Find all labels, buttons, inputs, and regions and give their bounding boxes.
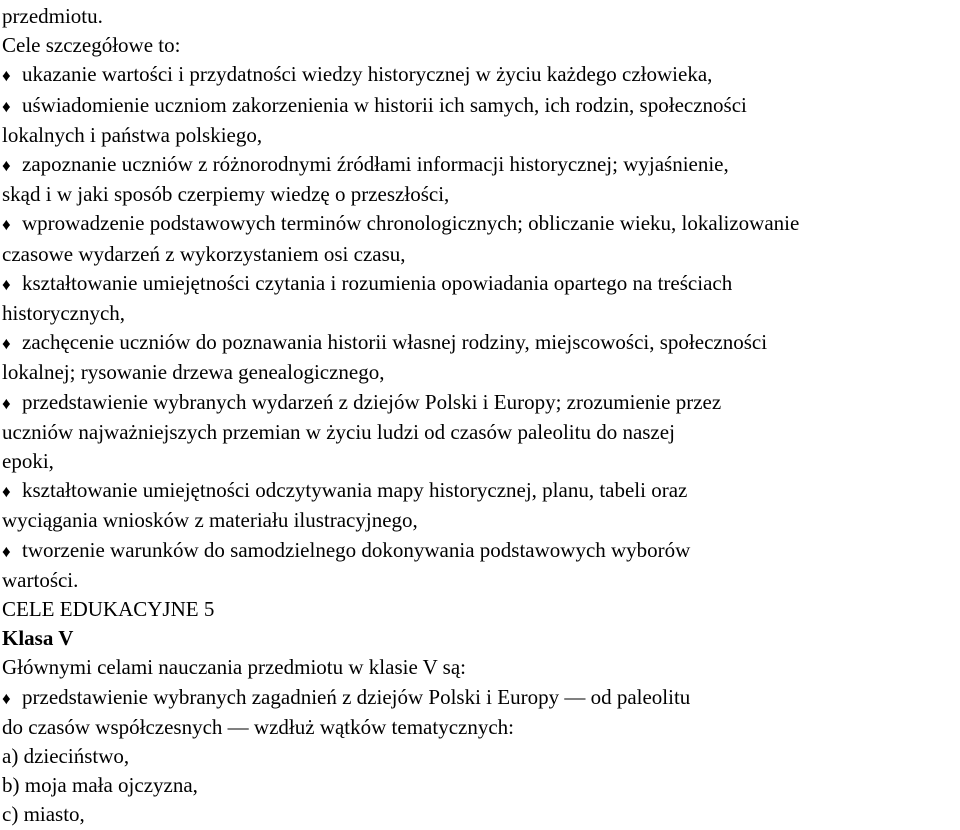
- line-text: czasowe wydarzeń z wykorzystaniem osi czasu,: [2, 241, 406, 266]
- line-text: epoki,: [2, 449, 54, 474]
- text-line: [2, 713, 960, 742]
- bullet-list-item: [2, 150, 960, 180]
- text-line: [2, 742, 960, 771]
- bullet-list-item: [2, 209, 960, 239]
- diamond-bullet-icon: ♦: [2, 688, 11, 708]
- text-line: [2, 31, 960, 60]
- bullet-list-item: [2, 683, 960, 713]
- diamond-bullet-icon: ♦: [2, 274, 11, 294]
- line-text: lokalnych i państwa polskiego,: [2, 122, 263, 147]
- line-text: Klasa V: [2, 626, 74, 651]
- diamond-bullet-icon: ♦: [2, 541, 11, 561]
- line-text: do czasów współczesnych — wzdłuż wątków tematycznych:: [2, 714, 514, 739]
- bullet-list-item: [2, 388, 960, 418]
- text-line: [2, 240, 960, 269]
- line-text: wartości.: [2, 567, 79, 592]
- text-line: [2, 800, 960, 829]
- line-text: wyciągania wniosków z materiału ilustracyjnego,: [2, 508, 418, 533]
- line-text: przedmiotu.: [2, 4, 103, 28]
- line-text: b) moja mała ojczyzna,: [2, 773, 198, 798]
- text-line: [2, 180, 960, 209]
- section-heading: [2, 624, 960, 653]
- text-line: [2, 2, 960, 31]
- text-line: [2, 653, 960, 682]
- diamond-bullet-icon: ♦: [2, 96, 11, 116]
- diamond-bullet-icon: ♦: [2, 215, 11, 235]
- line-text: kształtowanie umiejętności odczytywania mapy historycznej, planu, tabeli oraz: [22, 478, 688, 503]
- text-line: [2, 447, 960, 476]
- line-text: uczniów najważniejszych przemian w życiu ludzi od czasów paleolitu do naszej: [2, 419, 675, 444]
- text-line: [2, 299, 960, 328]
- text-line: [2, 121, 960, 150]
- line-text: kształtowanie umiejętności czytania i rozumienia opowiadania opartego na treściach: [22, 270, 733, 295]
- bullet-list-item: [2, 60, 960, 90]
- text-line: [2, 595, 960, 624]
- line-text: przedstawienie wybranych wydarzeń z dziejów Polski i Europy; zrozumienie przez: [22, 389, 722, 414]
- text-line: [2, 358, 960, 387]
- line-text: uświadomienie uczniom zakorzenienia w historii ich samych, ich rodzin, społeczności: [22, 92, 747, 117]
- line-text: historycznych,: [2, 301, 126, 326]
- bullet-list-item: [2, 328, 960, 358]
- diamond-bullet-icon: ♦: [2, 482, 11, 502]
- text-line: [2, 418, 960, 447]
- line-text: skąd i w jaki sposób czerpiemy wiedzę o przeszłości,: [2, 182, 450, 207]
- text-line: [2, 566, 960, 595]
- diamond-bullet-icon: ♦: [2, 334, 11, 354]
- line-text: tworzenie warunków do samodzielnego dokonywania podstawowych wyborów: [22, 537, 691, 562]
- diamond-bullet-icon: ♦: [2, 156, 11, 176]
- text-line: [2, 771, 960, 800]
- line-text: Cele szczegółowe to:: [2, 33, 181, 58]
- line-text: c) miasto,: [2, 802, 85, 827]
- line-text: przedstawienie wybranych zagadnień z dziejów Polski i Europy — od paleolitu: [22, 684, 691, 709]
- bullet-list-item: [2, 476, 960, 506]
- line-text: CELE EDUKACYJNE 5: [2, 597, 215, 622]
- line-text: zachęcenie uczniów do poznawania historii własnej rodziny, miejscowości, społeczności: [22, 330, 768, 355]
- line-text: zapoznanie uczniów z różnorodnymi źródłami informacji historycznej; wyjaśnienie,: [22, 152, 729, 177]
- diamond-bullet-icon: ♦: [2, 66, 11, 86]
- line-text: lokalnej; rysowanie drzewa genealogicznego,: [2, 360, 385, 385]
- line-text: wprowadzenie podstawowych terminów chronologicznych; obliczanie wieku, lokalizowanie: [22, 211, 800, 236]
- text-line: [2, 506, 960, 535]
- bullet-list-item: [2, 91, 960, 121]
- diamond-bullet-icon: ♦: [2, 393, 11, 413]
- document-body: [2, 2, 960, 830]
- line-text: ukazanie wartości i przydatności wiedzy historycznej w życiu każdego człowieka,: [22, 62, 713, 87]
- bullet-list-item: [2, 269, 960, 299]
- line-text: Głównymi celami nauczania przedmiotu w klasie V są:: [2, 655, 467, 680]
- bullet-list-item: [2, 536, 960, 566]
- line-text: a) dzieciństwo,: [2, 744, 130, 769]
